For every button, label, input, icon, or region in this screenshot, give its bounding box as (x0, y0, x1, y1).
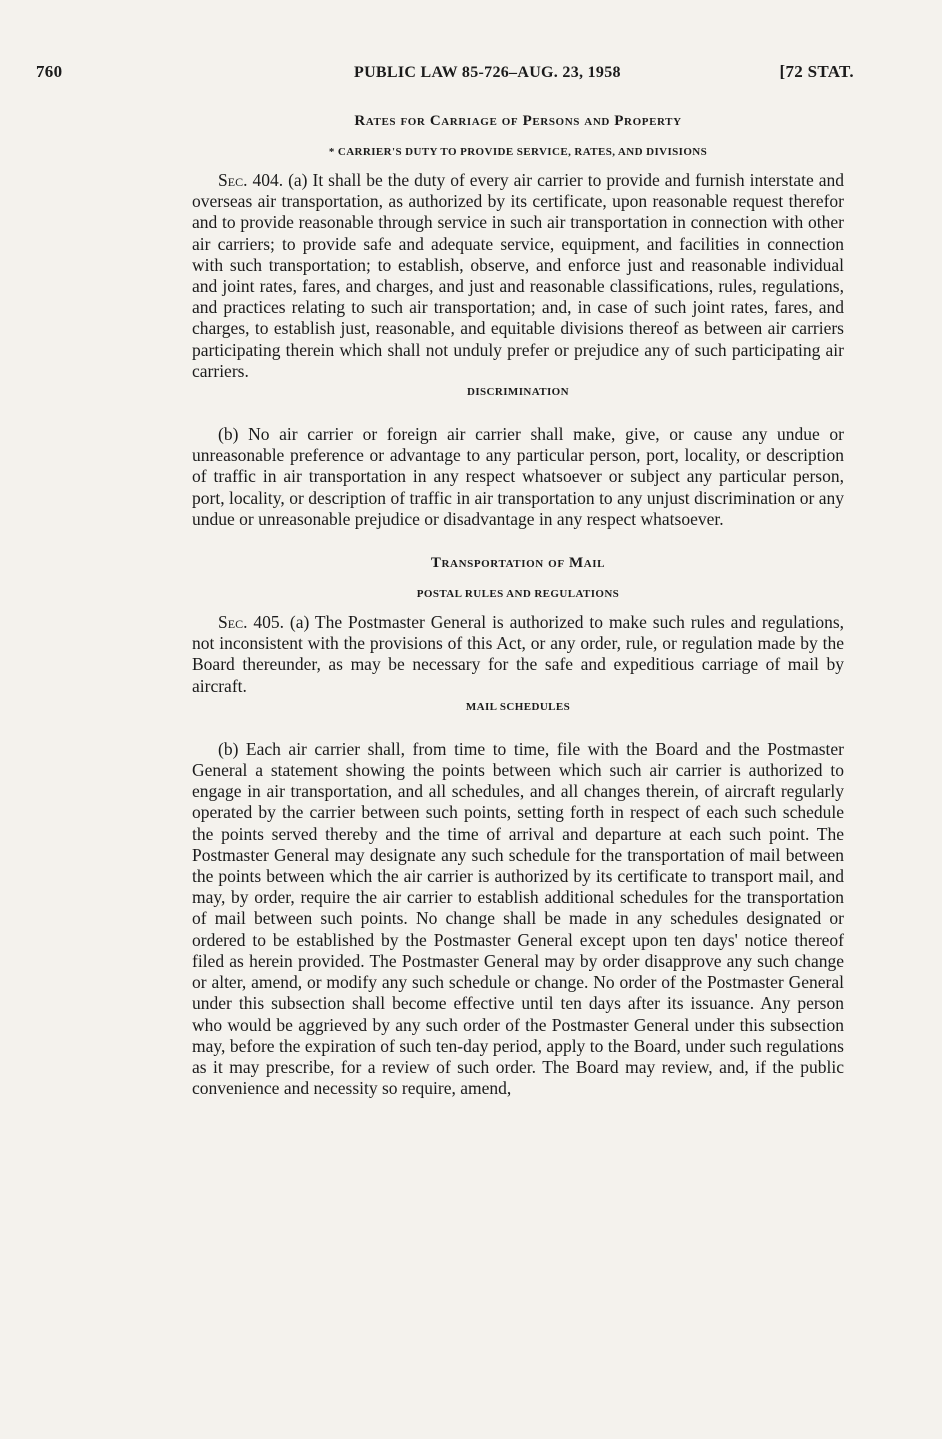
page-body (192, 110, 844, 1099)
paragraph-sec-404-b: (b) No air carrier or foreign air carrier shall make, give, or cause any undue or unreasonable preference or advantage to any particular person, port, locality, or description of traffic in air transportation in any respect whatsoever or subject any particular person, port, locality, or description of traffic in air transportation to any unjust discrimination or any undue or unreasonable prejudice or disadvantage in any respect whatsoever. (192, 424, 844, 529)
subheading-carrier-duty: * CARRIER'S DUTY TO PROVIDE SERVICE, RATES, AND DIVISIONS (328, 146, 708, 158)
paragraph-sec-405-b: (b) Each air carrier shall, from time to time, file with the Board and the Postmaster General a statement showing the points between which such air carrier is authorized to engage in air transportation, and all schedules, and all changes therein, of aircraft regularly operated by the carrier between such points, setting forth in respect of each such schedule the points served thereby and the time of arrival and departure at each such point. The Postmaster General may designate any such schedule for the transportation of mail between the points between which the air carrier is authorized by its certificate to transport mail, and may, by order, require the air carrier to establish additional schedules for the transportation of mail between such points. No change shall be made in any schedules designated or ordered to be established by the Postmaster General except upon ten days' notice thereof filed as herein provided. The Postmaster General may by order disapprove any such change or alter, amend, or modify any such schedule or change. No order of the Postmaster General under this subsection shall become effective until ten days after its issuance. Any person who would be aggrieved by any such order of the Postmaster General under this subsection may, before the expiration of such ten-day period, apply to the Board, under such regulations as it may prescribe, for a review of such order. The Board may review, and, if the public convenience and necessity so require, amend, (192, 738, 844, 1099)
subheading-mail-schedules: MAIL SCHEDULES (465, 700, 571, 713)
paragraph-sec-404-a (192, 170, 844, 382)
statute-reference: [72 STAT. (779, 62, 854, 81)
section-heading-rates: Rates for Carriage of Persons and Property (354, 113, 682, 129)
paragraph-text: 404. (a) It shall be the duty of every air carrier to provide and furnish interstate and overseas air transportation, as authorized by its certificate, upon reasonable request therefor and to provide reasonable through service in such air transportation in connection with other air carriers; to provide safe and adequate service, equipment, and facilities in connection with such transportation; to establish, observe, and enforce just and reasonable individual and joint rates, fares, and charges, and just and reasonable classifications, rules, regulations, and practices relating to such air transportation; and, in case of such joint rates, fares, and charges, to establish just, reasonable, and equitable divisions thereof as between air carriers participating therein which shall not unduly prefer or prejudice any of such participating air carriers. (192, 170, 844, 381)
law-title: PUBLIC LAW 85-726–AUG. 23, 1958 (354, 64, 621, 81)
running-header (36, 62, 854, 86)
section-label: Sec. (218, 612, 248, 633)
paragraph-sec-405-a (192, 612, 844, 697)
subheading-postal-rules: POSTAL RULES AND REGULATIONS (416, 588, 620, 601)
page-number: 760 (36, 62, 63, 81)
section-label: Sec. (218, 170, 248, 190)
paragraph-text: 405. (a) The Postmaster General is authorized to make such rules and regulations, not inconsistent with the provisions of this Act, or any order, rule, or regulation made by the Board thereunder, as may be necessary for the safe and expeditious carriage of mail by aircraft. (192, 612, 845, 696)
section-heading-mail: Transportation of Mail (430, 555, 606, 572)
subheading-discrimination: DISCRIMINATION (467, 386, 569, 399)
